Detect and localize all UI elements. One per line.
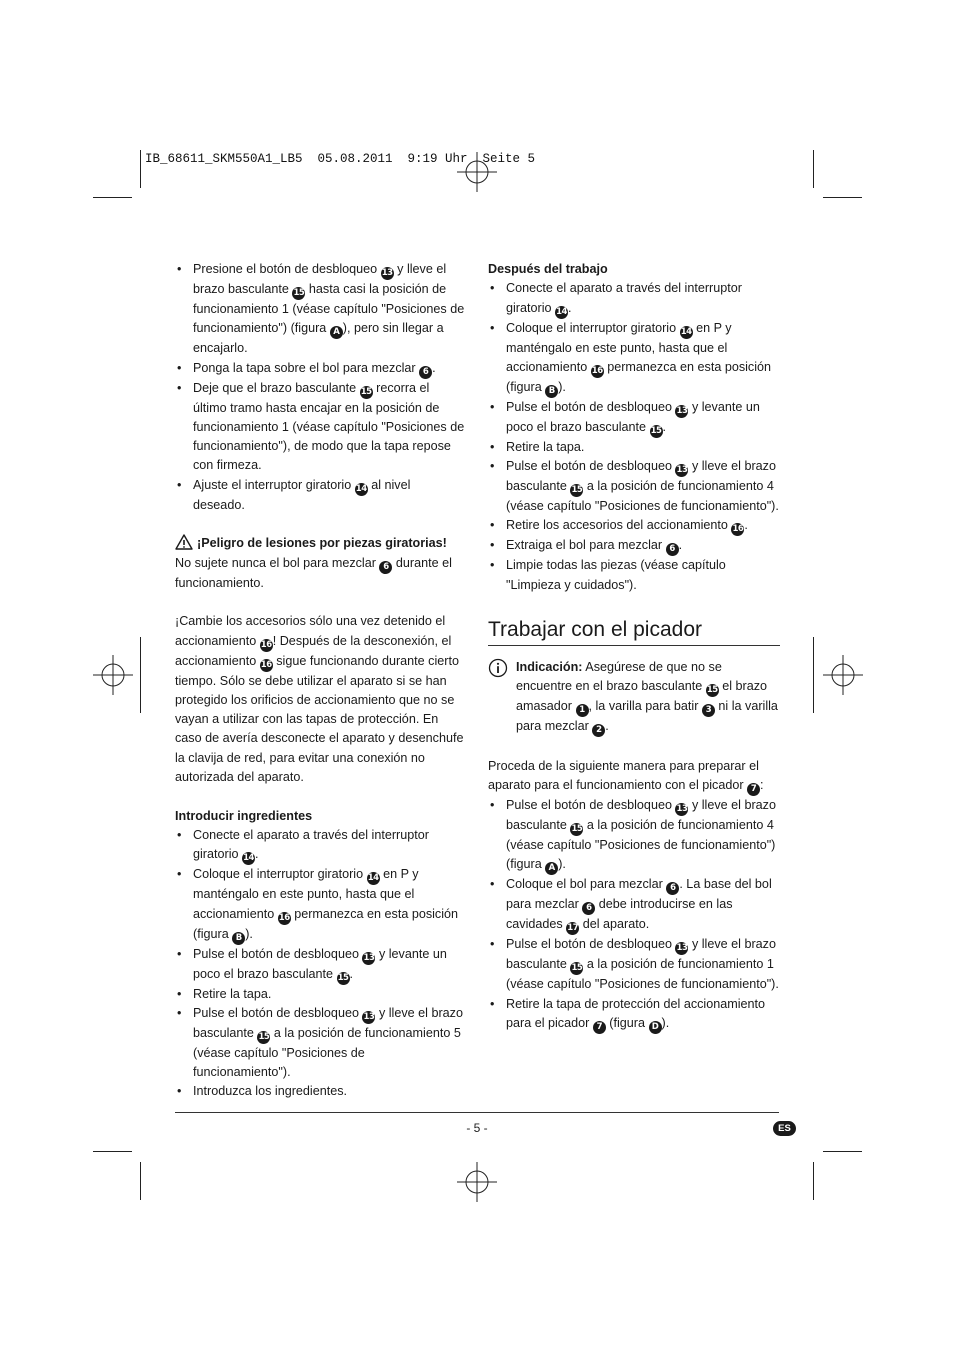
list-item: • Retire la tapa de protección del accionamiento para el picador 7 (figura D ). [488,995,780,1034]
section-title: Trabajar con el picador [488,617,780,646]
bullet-list [488,796,780,1034]
crop-mark [813,150,814,188]
subheading: Después del trabajo [488,262,608,276]
registration-mark-icon [457,152,497,192]
left-column [175,260,465,1102]
print-slug-line: IB_68611_SKM550A1_LB5 05.08.2011 9:19 Uhr Seite 5 [145,152,536,166]
list-item: • Extraiga el bol para mezclar 6 . [488,536,780,556]
page-number: - 5 - [466,1121,488,1135]
note-box [488,658,780,737]
bullet-list [175,260,465,515]
info-icon [488,658,508,678]
list-item: • Pulse el botón de desbloqueo 13 y lleve el brazo basculante 15 a la posición de funcionamiento 4 (véase capítulo "Posiciones de funcionamiento") (figura A ). [488,796,780,875]
language-badge: ES [773,1121,796,1136]
list-item: • Coloque el bol para mezclar 6 . La base del bol para mezclar 6 debe introducirse en las cavidades 17 del aparato. [488,875,780,935]
list-item: • Pulse el botón de desbloqueo 13 y levante un poco el brazo basculante 15. [175,945,465,985]
registration-mark-icon [93,655,133,695]
list-item: • Coloque el interruptor giratorio 14 en P y manténgalo en este punto, hasta que el accionamiento 16 permanezca en esta posición (figura B ). [488,319,780,398]
list-item: • Pulse el botón de desbloqueo 13 y lleve el brazo basculante 15 a la posición de funcionamiento 4 (véase capítulo "Posiciones de funcionamiento"). [488,457,780,516]
crop-mark [140,1162,141,1200]
note-text: Indicación: Asegúrese de que no se encuentre en el brazo basculante 15 el brazo amasador 1 , la varilla para batir 3 ni la varilla para mezclar 2 . [516,660,778,736]
list-item: • Retire los accesorios del accionamiento 16. [488,516,780,536]
list-item: • Presione el botón de desbloqueo 13 y lleve el brazo basculante 15 hasta casi la posición de funcionamiento 1 (véase capítulo "Posiciones de funcionamiento") (figura A ), pero sin llegar a encajarlo. [175,260,465,359]
list-item: • Ajuste el interruptor giratorio 14 al nivel deseado. [175,476,465,515]
list-item: • Conecte el aparato a través del interruptor giratorio 14. [175,826,465,865]
paragraph: Proceda de la siguiente manera para preparar el aparato para el funcionamiento con el picador 7 : [488,758,764,794]
crop-mark [823,197,862,198]
crop-mark [813,637,814,713]
crop-mark [140,637,141,713]
list-item: • Pulse el botón de desbloqueo 13 y lleve el brazo basculante 15 a la posición de funcionamiento 5 (véase capítulo "Posiciones de funcionamiento"). [175,1004,465,1083]
bullet-list [175,826,465,1102]
list-item: • Pulse el botón de desbloqueo 13 y levante un poco el brazo basculante 15. [488,398,780,438]
paragraph: ¡Cambie los accesorios sólo una vez detenido el accionamiento 16! Después de la desconexión, el accionamiento 16 sigue funcionando durante cierto tiempo. Sólo se debe utilizar el aparato si se han protegido los orificios de accionamiento que no se vayan a utilizar con las tapas de protección. En caso de avería desconecte el aparato y desenchufe la clavija de red, para evitar una conexión no autorizada del aparato. [175,614,464,785]
list-item: • Deje que el brazo basculante 15 recorra el último tramo hasta encajar en la posición de funcionamiento 1 (véase capítulo "Posiciones de funcionamiento"), de modo que la tapa repose con firmeza. [175,379,465,476]
warning-heading: ¡Peligro de lesiones por piezas giratorias! [175,534,465,553]
list-item: • Conecte el aparato a través del interruptor giratorio 14. [488,279,780,318]
list-item: • Retire la tapa. [175,985,465,1004]
list-item: • Introduzca los ingredientes. [175,1082,465,1101]
list-item: • Retire la tapa. [488,438,780,457]
warning-triangle-icon [175,534,193,550]
note-label: Indicación: [516,660,583,675]
registration-mark-icon [457,1162,497,1202]
crop-mark [93,197,132,198]
list-item: • Pulse el botón de desbloqueo 13 y lleve el brazo basculante 15 a la posición de funcionamiento 1 (véase capítulo "Posiciones de funcionamiento"). [488,935,780,994]
registration-mark-icon [823,655,863,695]
crop-mark [93,1151,132,1152]
crop-mark [823,1151,862,1152]
footer-rule [175,1112,779,1113]
right-column [488,260,780,1034]
crop-mark [140,150,141,188]
bullet-list [488,279,780,595]
list-item: • Ponga la tapa sobre el bol para mezclar 6 . [175,359,465,379]
crop-mark [813,1162,814,1200]
subheading: Introducir ingredientes [175,808,313,823]
warning-text: No sujete nunca el bol para mezclar 6 durante el funcionamiento. [175,555,452,590]
list-item: • Coloque el interruptor giratorio 14 en P y manténgalo en este punto, hasta que el accionamiento 16 permanezca en esta posición (figura B ). [175,865,465,944]
list-item: • Limpie todas las piezas (véase capítulo "Limpieza y cuidados"). [488,556,780,595]
